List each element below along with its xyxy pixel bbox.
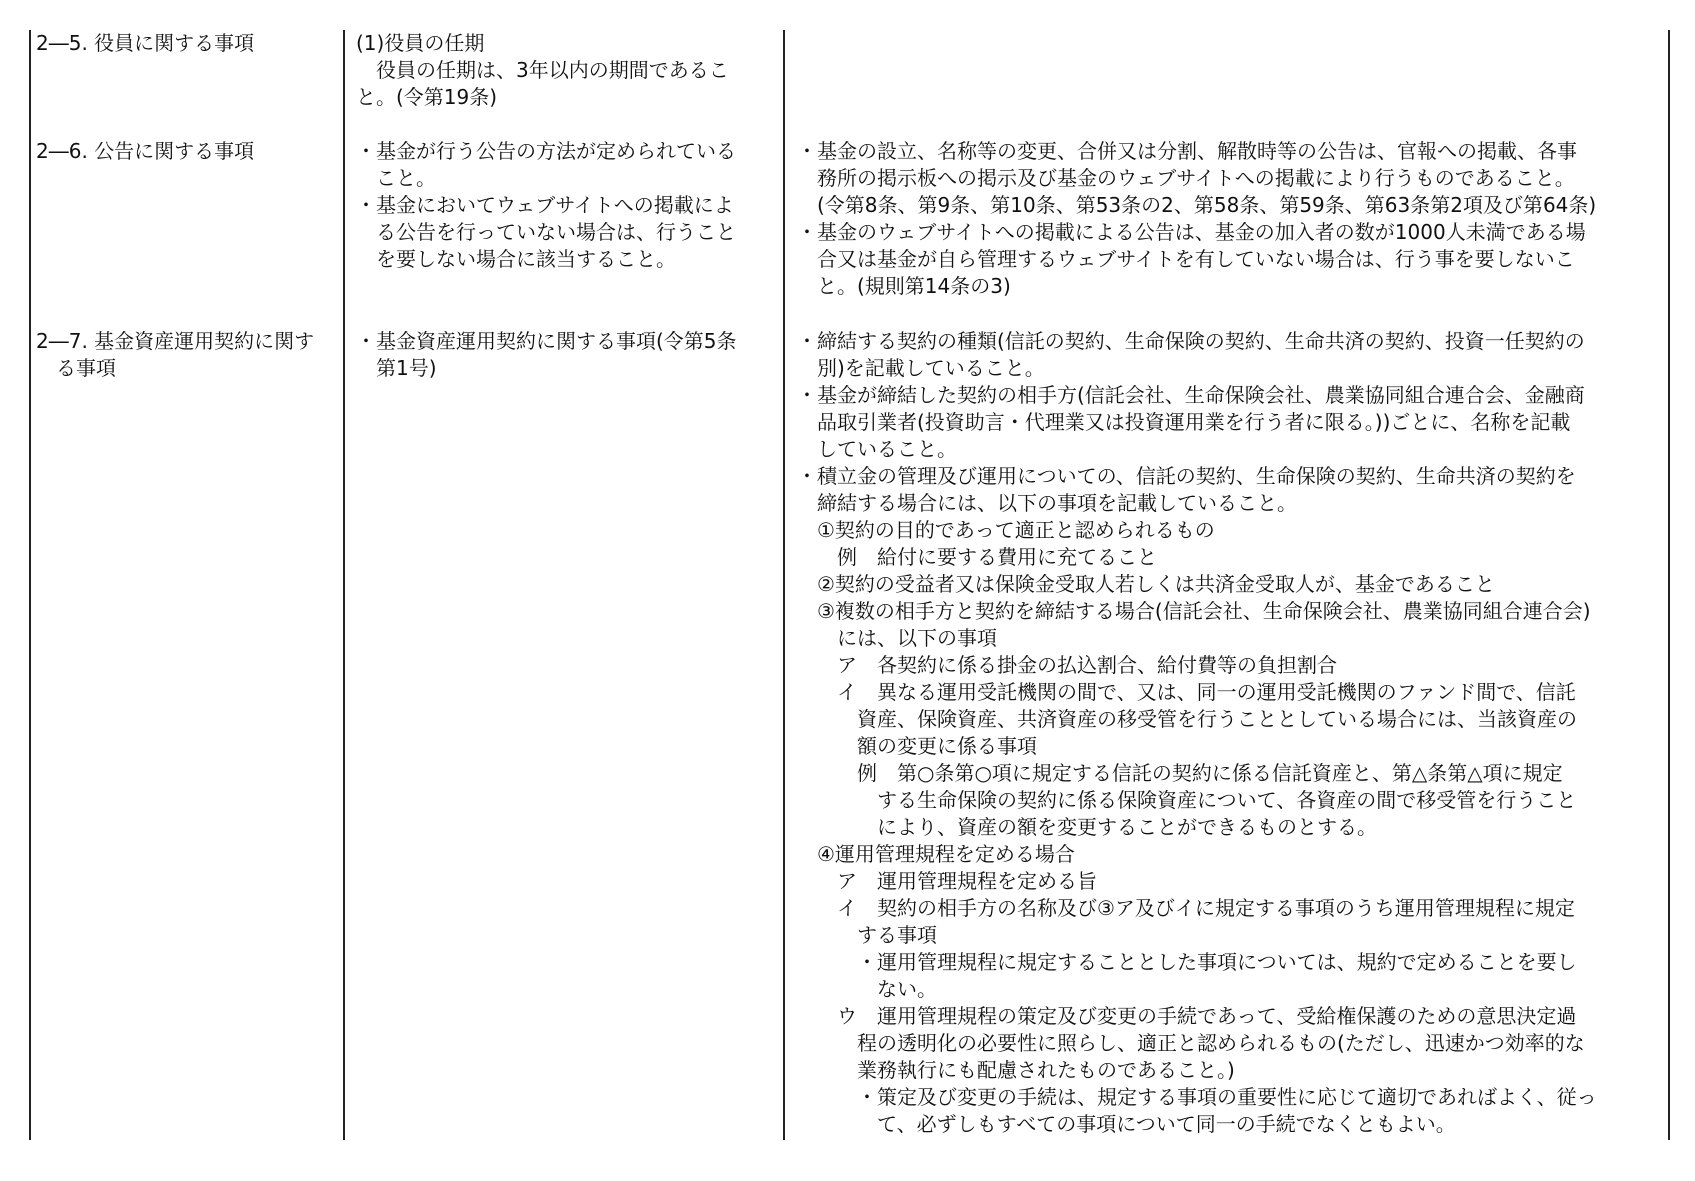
section-heading: 2―7. 基金資産運用契約に関す: [36, 329, 315, 353]
notes-line: ・基金の設立、名称等の変更、合併又は分割、解散時等の公告は、官報への掲載、各事: [797, 139, 1577, 163]
section-cell-2: [36, 138, 336, 165]
notes-line: 締結する場合には、以下の事項を記載していること。: [797, 491, 1297, 515]
notes-line: ・運用管理規程に規定することとした事項については、規約で定めることを要し: [797, 950, 1577, 974]
criteria-line: 第1号): [356, 356, 437, 380]
notes-line: ・基金が締結した契約の相手方(信託会社、生命保険会社、農業協同組合連合会、金融商: [797, 383, 1585, 407]
section-cell-1: [36, 30, 336, 57]
notes-line: 資産、保険資産、共済資産の移受管を行うこととしている場合には、当該資産の: [797, 707, 1577, 731]
column-divider-2: [783, 30, 785, 1140]
notes-line: ・積立金の管理及び運用についての、信託の契約、生命保険の契約、生命共済の契約を: [797, 464, 1576, 488]
criteria-cell-2: [356, 138, 778, 273]
notes-line: と。(規則第14条の3): [797, 274, 1011, 298]
notes-line: 務所の掲示板への掲示及び基金のウェブサイトへの掲載により行うものであること。: [797, 166, 1575, 190]
criteria-cell-1: [356, 30, 778, 111]
section-heading: る事項: [36, 356, 116, 380]
notes-line: 合又は基金が自ら管理するウェブサイトを有していない場合は、行う事を要しないこ: [797, 247, 1575, 271]
criteria-line: を要しない場合に該当すること。: [356, 247, 676, 271]
notes-line: には、以下の事項: [797, 626, 997, 650]
notes-line: (令第8条、第9条、第10条、第53条の2、第58条、第59条、第63条第2項及び第64条): [797, 193, 1597, 217]
notes-line: 程の透明化の必要性に照らし、適正と認められるもの(ただし、迅速かつ効率的な: [797, 1031, 1585, 1055]
notes-line: ア 運用管理規程を定める旨: [797, 869, 1097, 893]
notes-line: 業務執行にも配慮されたものであること。): [797, 1058, 1235, 1082]
section-cell-3: [36, 328, 336, 382]
section-heading: 2―5. 役員に関する事項: [36, 31, 255, 55]
criteria-line: ・基金が行う公告の方法が定められている: [356, 139, 736, 163]
notes-cell-2: [797, 138, 1662, 300]
column-divider-1: [343, 30, 345, 1140]
notes-line: 例 給付に要する費用に充てること: [797, 545, 1157, 569]
notes-line: ない。: [797, 977, 937, 1001]
notes-line: ②契約の受益者又は保険金受取人若しくは共済金受取人が、基金であること: [797, 572, 1495, 596]
notes-line: 例 第○条第○項に規定する信託の契約に係る信託資産と、第△条第△項に規定: [797, 761, 1563, 785]
notes-line: する事項: [797, 923, 937, 947]
notes-line: ①契約の目的であって適正と認められるもの: [797, 518, 1215, 542]
column-divider-right: [1668, 30, 1670, 1140]
criteria-line: 役員の任期は、3年以内の期間であるこ: [356, 58, 729, 82]
notes-line: ④運用管理規程を定める場合: [797, 842, 1075, 866]
notes-line: 別)を記載していること。: [797, 356, 1045, 380]
criteria-line: ・基金においてウェブサイトへの掲載によ: [356, 193, 734, 217]
criteria-line: る公告を行っていない場合は、行うこと: [356, 220, 736, 244]
criteria-line: (1)役員の任期: [356, 31, 485, 55]
notes-line: していること。: [797, 437, 957, 461]
notes-line: ア 各契約に係る掛金の払込割合、給付費等の負担割合: [797, 653, 1337, 677]
notes-line: イ 異なる運用受託機関の間で、又は、同一の運用受託機関のファンド間で、信託: [797, 680, 1576, 704]
notes-line: ウ 運用管理規程の策定及び変更の手続であって、受給権保護のための意思決定過: [797, 1004, 1577, 1028]
section-heading: 2―6. 公告に関する事項: [36, 139, 255, 163]
criteria-line: と。(令第19条): [356, 85, 498, 109]
notes-line: により、資産の額を変更することができるものとする。: [797, 815, 1377, 839]
notes-cell-3: [797, 328, 1662, 1138]
notes-line: 品取引業者(投資助言・代理業又は投資運用業を行う者に限る。))ごとに、名称を記載: [797, 410, 1571, 434]
criteria-line: ・基金資産運用契約に関する事項(令第5条: [356, 329, 737, 353]
notes-line: ・締結する契約の種類(信託の契約、生命保険の契約、生命共済の契約、投資一任契約の: [797, 329, 1585, 353]
criteria-line: こと。: [356, 166, 436, 190]
notes-line: て、必ずしもすべての事項について同一の手続でなくともよい。: [797, 1112, 1456, 1136]
notes-line: する生命保険の契約に係る保険資産について、各資産の間で移受管を行うこと: [797, 788, 1577, 812]
notes-line: 額の変更に係る事項: [797, 734, 1037, 758]
notes-line: ・策定及び変更の手続は、規定する事項の重要性に応じて適切であればよく、従っ: [797, 1085, 1597, 1109]
notes-line: ③複数の相手方と契約を締結する場合(信託会社、生命保険会社、農業協同組合連合会): [797, 599, 1591, 623]
notes-line: ・基金のウェブサイトへの掲載による公告は、基金の加入者の数が1000人未満である場: [797, 220, 1586, 244]
notes-line: イ 契約の相手方の名称及び③ア及びイに規定する事項のうち運用管理規程に規定: [797, 896, 1575, 920]
criteria-cell-3: [356, 328, 778, 382]
column-divider-left: [29, 30, 31, 1140]
